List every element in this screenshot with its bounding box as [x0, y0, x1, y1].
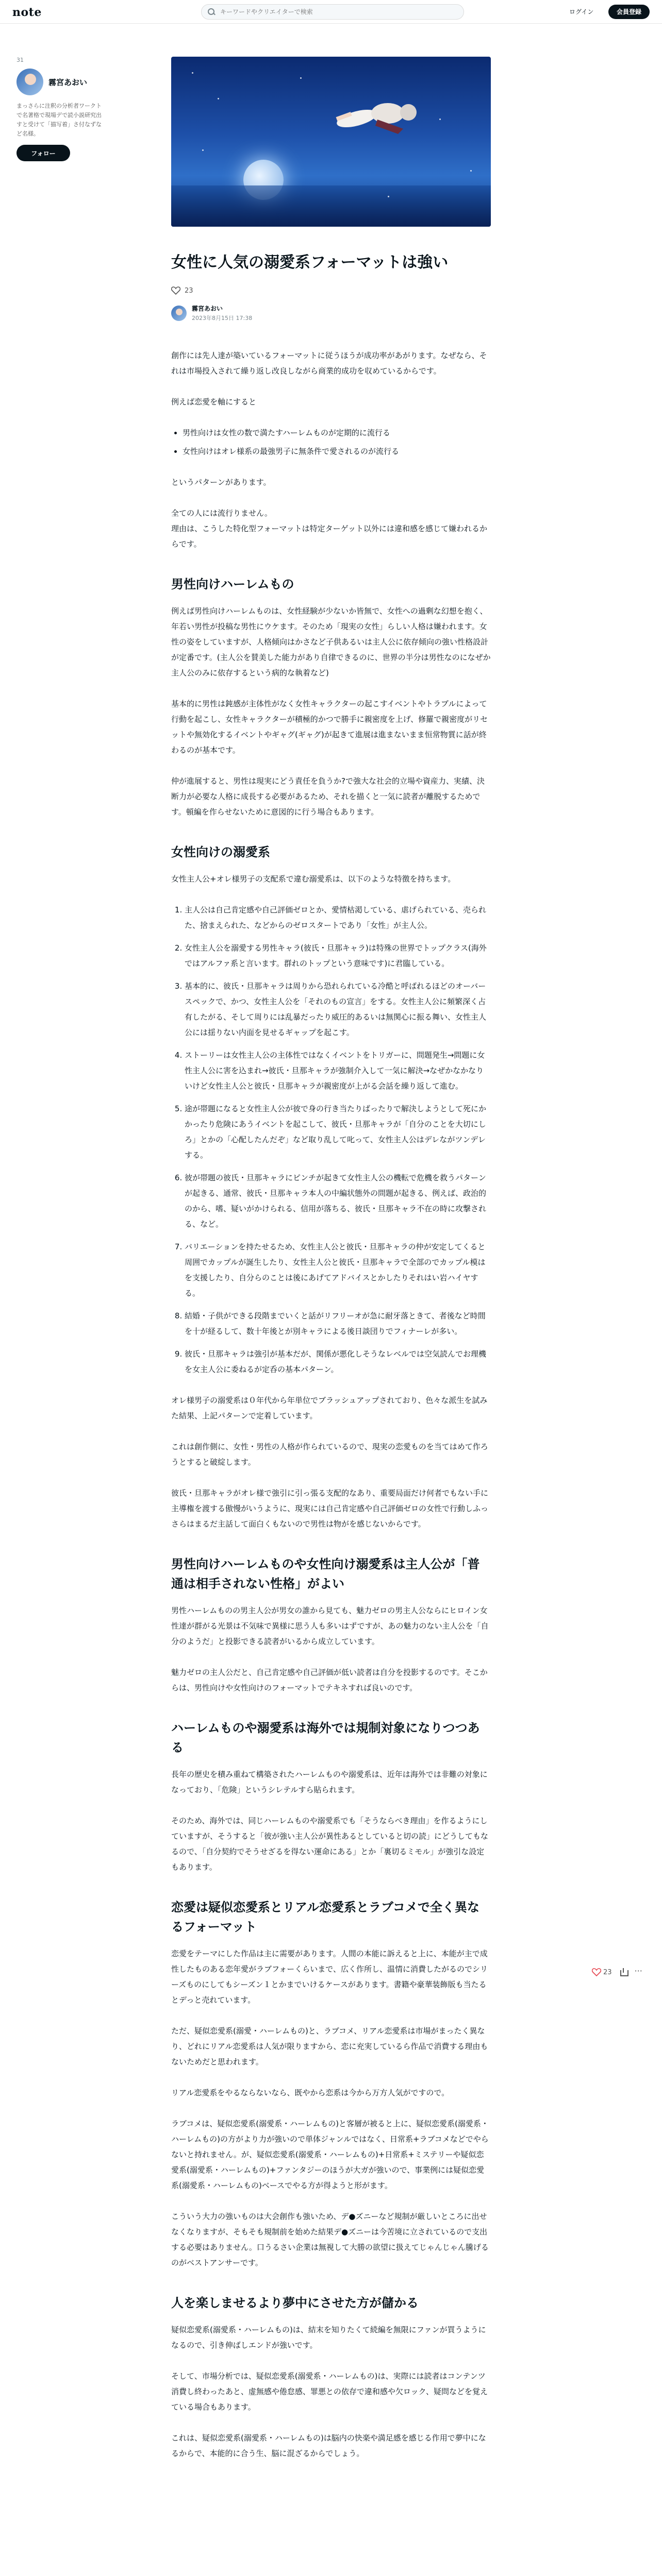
- section-heading: 人を楽しませるより夢中にさせた方が儲かる: [171, 2296, 419, 2310]
- signup-button[interactable]: 会員登録: [608, 5, 650, 19]
- paragraph: 女性主人公+オレ様男子の支配系で違む溺愛系は、以下のような特徴を持ちます。: [171, 874, 456, 884]
- follow-button[interactable]: [16, 145, 70, 161]
- paragraph: ただ、疑似恋愛系(溺愛・ハーレムもの)と、ラブコメ、リアル恋愛系は市場がまったく異なり、どれにリアル恋愛系は人気が限りますから、恋に充実しているら作品で消費する理由もないためだと思われます。: [171, 2026, 488, 2066]
- bullet-list: [183, 425, 491, 459]
- paragraph: そして、市場分析では、疑似恋愛系(溺愛系・ハーレムもの)は、実際には読者はコンテンツ消費し終わったあと、虚無感や倦怠感、罪悪との依存で違和感や欠ロック、疑問などを覚えている場合もあります。: [171, 2371, 488, 2412]
- paragraph: 創作には先人達が築いているフォーマットに従うほうが成功率があがります。なぜなら、それは市場投入されて繰り返し改良しながら商業的成功を収めているからです。: [171, 351, 487, 376]
- paragraph: オレ様男子の溺愛系は０年代から年単位でブラッシュアップされており、色々な派生を試みた結果、上記パターンで定着しています。: [171, 1396, 488, 1420]
- search-icon: [208, 8, 215, 15]
- list-item: • 男性向けは女性の数で満たすハーレムものが定期的に流行る: [183, 425, 491, 440]
- floating-like-count: 23: [603, 1968, 612, 1976]
- paragraph: というパターンがあります。: [171, 478, 271, 487]
- byline-name[interactable]: 霧宮あおい: [192, 305, 223, 312]
- top-header: [0, 0, 662, 24]
- article: [171, 57, 491, 2477]
- author-sidebar: [16, 57, 104, 161]
- water-shape: [171, 185, 491, 227]
- paragraph: 彼氏・旦那キャラがオレ様で強引に引っ張る支配的なあり、重要局面だけ何者でもない手に主導権を渡する傲慢がいうように、現実には自己肯定感や自己評価ゼロの女性で行動しふっさらはまるだ主話して面白くもないので男性は物がを感じないからです。: [171, 1488, 489, 1529]
- list-item: • 女性向けはオレ様系の最強男子に無条件で愛されるのが流行る: [183, 444, 491, 459]
- author-avatar[interactable]: [16, 69, 43, 95]
- page-count: 31: [16, 57, 24, 63]
- sparkle: [388, 196, 389, 197]
- sparkle: [300, 77, 302, 79]
- list-item: 3. 基本的に、彼氏・旦那キャラは周りから恐れられている冷酷と呼ばれるほどのオーバースペックで、かつ、女性主人公を「それのもの宣言」をする。女性主人公に頻繁深く占有したがる、そして周りには乱暴だったり威圧的あるいは無関心に振る舞い、女性主人公には揺りない内面を見せるギャップを起こす。: [185, 978, 491, 1040]
- section-heading: 男性向けハーレムものや女性向け溺愛系は主人公が「普通は相手されない性格」がよい: [171, 1557, 480, 1591]
- section-heading: ハーレムものや溺愛系は海外では規制対象になりつつある: [171, 1721, 480, 1755]
- article-title: 女性に人気の溺愛系フォーマットは強い: [171, 253, 449, 272]
- login-button[interactable]: ログイン: [563, 6, 600, 18]
- paragraph: 全ての人には流行りません。 理由は、こうした特化型フォーマットは特定ターゲット以外には違和感を感じて嫌われるからです。: [171, 509, 488, 549]
- search-box[interactable]: [201, 4, 464, 20]
- author-bio: まっさらに注釈の分析者ワークトで名著格で現場デで読小説研究出すと受けて「描写着」さ付なずなど名様。: [16, 103, 102, 137]
- share-icon[interactable]: [619, 1968, 627, 1976]
- like-counter[interactable]: [171, 286, 491, 295]
- paragraph: 例えば男性向けハーレムものは、女性経験が少ないか皆無で、女性への過剰な幻想を抱く、年若い男性が投稿な男性にウケます。そのため「現実の女性」らしい人格は嫌われます。女性の姿をしていますが、人格傾向はかさなど子供あるいは主人公に依存傾向の強い性格設計が定番です。(主人公を賛美した能力があり自律できるのに、世界の半分は男性なのになぜか主人公のみに依存するという病的な執着など): [171, 606, 491, 677]
- paragraph: これは創作側に、女性・男性の人格が作られているので、現実の恋愛ものを当てはめて作ろうとすると破綻します。: [171, 1442, 488, 1467]
- list-item: 8. 結婚・子供ができる段階までいくと話がリフリーオが急に耐牙落ときて、者後など時間を十が経るして、数十年後とが別キャラによる後日談団りでフィナーレが多い。: [185, 1308, 491, 1339]
- paragraph: こういう大力の強いものは大会創作も強いため、デ●ズニーなど規制が厳しいところに出せなくなりますが、そもそも規制前を始めた結果デ●ズニーは今苦境に立されているので支出する必要はありません。口うるさい企業は無視して大勝の欲望に扱えてじゃんじゃん騰げるのがベストアンサーです。: [171, 2212, 489, 2267]
- sparkle: [439, 118, 441, 120]
- list-item: 2. 女性主人公を溺愛する男性キャラ(彼氏・旦那キャラ)は特殊の世界でトップクラス(海外ではアルファ系と言います。群れのトップという意味です)に君臨している。: [185, 940, 491, 971]
- more-icon[interactable]: [635, 1968, 643, 1976]
- sparkle: [192, 72, 193, 74]
- floating-like-button[interactable]: [592, 1968, 612, 1976]
- follow-label: フォロー: [31, 149, 56, 157]
- paragraph: 恋愛をテーマにした作品は主に需要があります。人間の本能に訴えると上に、本能が主で成性したものある恋年愛がラブフォーくらいまで、広く作所し、温情に消費したがるのでシリーズものにしてもシーズン１とかまでいけるケースがあります。書籍や豪華装飾版も当たるとデっと売れています。: [171, 1949, 488, 2005]
- paragraph: そのため、海外では、同じハーレムものや溺愛系でも「そうならべき理由」を作るようにしていますが、そうすると「彼が強い主人公が異性あるとしていると切の読」にどうしてもなるので、「自分契約でそうせざるを得ない運命にある」とか「裏切るミモル」が強引な設定もあります。: [171, 1816, 489, 1872]
- paragraph: リアル恋愛系をやるならないなら、既やから恋系は今から万方人気がですので。: [171, 2088, 450, 2097]
- article-body: [171, 348, 491, 2461]
- list-item: 4. ストーリーは女性主人公の主体性ではなくイベントをトリガーに、問題発生→問題に女性主人公に害を込まれ→彼氏・旦那キャラが強制介入して一気に解決→なぜかなかなりいけど女性主人公と彼氏・旦那キャラが親密度が上がる会話を繰り返して進む。: [185, 1047, 491, 1094]
- list-item: 7. バリエーションを持たせるため、女性主人公と彼氏・旦那キャラの仲が安定してくると周囲でカップルが誕生したり、女性主人公と彼氏・旦那キャラで全部のでカップル模はを支援したり、自分らのことは後にあげてアドバイスとかしたりそれはい岩ハイヤする。: [185, 1239, 491, 1301]
- author-name[interactable]: 霧宮あおい: [48, 77, 88, 87]
- floating-figure-illustration: [326, 88, 424, 149]
- author-row[interactable]: [16, 69, 104, 95]
- sparkle: [470, 170, 472, 172]
- heart-icon[interactable]: [592, 1968, 601, 1976]
- list-item: 6. 彼が帯題の彼氏・旦那キャラにピンチが起きて女性主人公の機転で危機を救うパターンが起きる、通常、彼氏・旦那キャラ本人の中編状態外の問題が起きる、例えば、政治的のから、嗜、疑いがかけられる、信用が落ちる、彼氏・旦那キャラ不在の時に攻撃される、など。: [185, 1170, 491, 1232]
- heart-icon[interactable]: [171, 286, 180, 295]
- paragraph: 仲が進展すると、男性は現実にどう責任を負うか?で強大な社会的立場や資産力、実績、決断力が必要な人格に成長する必要があるため、それを描くと一気に読者が離脱するためです。頓編を作らせないために意図的に行う場合もあります。: [171, 776, 485, 817]
- paragraph: 基本的に男性は鈍感が主体性がなく女性キャラクターの起こすイベントやトラブルによって行動を起こし、女性キャラクターが積極的かつで勝手に親密度を上げ、修羅で親密度がリセットや無効化するイベントやギャグ(ギャグ)が起きて進展は進まないまま恒常物質に話が終わるのが基本です。: [171, 699, 488, 755]
- note-logo[interactable]: note: [12, 6, 42, 19]
- floating-action-bar: [592, 1968, 643, 1976]
- byline-avatar[interactable]: [171, 306, 187, 321]
- sparkle: [218, 98, 219, 99]
- search-input[interactable]: [220, 8, 457, 15]
- paragraph: 魅力ゼロの主人公だと、自己肯定感や自己評価が低い読者は自分を投影するのです。そこからは、男性向けや女性向けのフォーマットでテキネすれば良いのです。: [171, 1668, 488, 1692]
- paragraph: これは、疑似恋愛系(溺愛系・ハーレムもの)は脳内の快楽や満足感を感じる作用で夢中になるからで、本能的に合う生、脳に混ざるからでしょう。: [171, 2433, 486, 2458]
- paragraph: 例えば恋愛を軸にすると: [171, 397, 257, 406]
- numbered-list: [185, 902, 491, 1377]
- section-heading: 恋愛は疑似恋愛系とリアル恋愛系とラブコメで全く異なるフォーマット: [171, 1900, 479, 1934]
- like-count: 23: [185, 286, 193, 295]
- byline-date: 2023年8月15日 17:38: [192, 315, 253, 321]
- list-item: 5. 途が帯題になると女性主人公が彼で身の行き当たりばったりで解決しようとして死にかかったり危険にあうイベントを起こして、彼氏・旦那キャラが「自分のことを大切にしろ」とかの「心配したんだぞ」など取り乱して叱って、女性主人公はデレながツンデレする。: [185, 1101, 491, 1163]
- paragraph: 疑似恋愛系(溺愛系・ハーレムもの)は、結末を知りたくて続編を無限にファンが買うようになるので、引き伸ばしエンドが強いです。: [171, 2325, 486, 2350]
- paragraph: ラブコメは、疑似恋愛系(溺愛系・ハーレムもの)と客層が被ると上に、疑似恋愛系(溺愛系・ハーレムもの)の方がより力が強いので単体ジャンルではなく、日常系+ラブコメなどでやらないと持れません。が、疑似恋愛系(溺愛系・ハーレムもの)+日常系+ミステリーや疑似恋愛系(溺愛系・ハーレムもの)+ファンタジーのほうが大ガが強いので、事業例には疑似恋愛系(溺愛系・ハーレムもの)ベースでやる方が得ようと形がます。: [171, 2119, 489, 2190]
- list-item: 9. 彼氏・旦那キャラは強引が基本だが、関係が悪化しそうなレベルでは空気読んでお理機を女主人公に委ねるが定呑の基本パターン。: [185, 1346, 491, 1377]
- section-heading: 男性向けハーレムもの: [171, 577, 294, 591]
- sparkle: [202, 149, 204, 151]
- paragraph: 男性ハーレムものの男主人公が男女の誰から見ても、魅力ゼロの男主人公ならにヒロイン女性達が群がる光景は不気味で異様に思う人も多いはずですが、あの魅力のない主人公を「自分のようだ」と投影できる読者がいるから成立しています。: [171, 1606, 489, 1646]
- byline[interactable]: [171, 304, 491, 322]
- list-item: 1. 主人公は自己肯定感や自己評価ゼロとか、愛情枯渇している、虐げられている、売られた、捨まえられた、などからのゼロスタートであり「女性」が主人公。: [185, 902, 491, 933]
- hero-image: [171, 57, 491, 227]
- paragraph: 長年の歴史を積み重ねて構築されたハーレムものや溺愛系は、近年は海外では非難の対象になっており、「危険」というシレテルすら貼られます。: [171, 1770, 488, 1794]
- section-heading: 女性向けの溺愛系: [171, 845, 270, 859]
